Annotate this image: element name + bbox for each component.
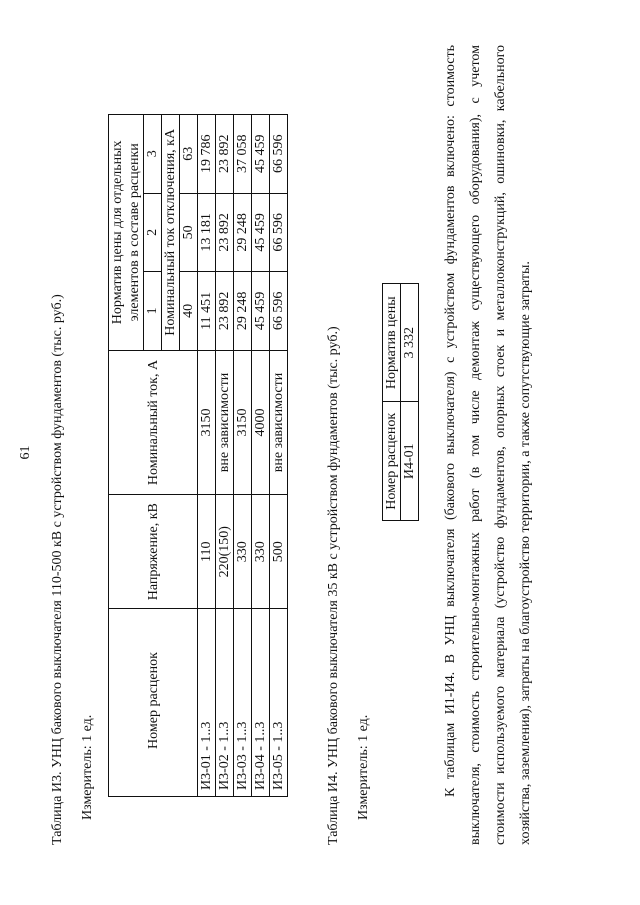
table4 <box>382 283 419 521</box>
header-norm-group: Норматив цены для отдельных элементов в составе расценки <box>109 115 144 351</box>
row-current: 4000 <box>252 350 270 495</box>
table4-caption: Таблица И4. УНЦ бакового выключателя 35 кВ с устройством фундаментов (тыс. руб.) <box>326 326 341 845</box>
row-value-40: 23 892 <box>216 272 234 351</box>
table3 <box>108 114 288 797</box>
row-voltage: 220(150) <box>216 495 234 609</box>
table-row <box>401 284 419 521</box>
row-current: 3150 <box>234 350 252 495</box>
header-ka-50: 50 <box>180 193 198 272</box>
header-current: Номинальный ток, А <box>109 350 198 495</box>
row-voltage: 330 <box>234 495 252 609</box>
row-code: И3-03 - 1..3 <box>234 609 252 797</box>
row-voltage: 330 <box>252 495 270 609</box>
header-voltage: Напряжение, кВ <box>109 495 198 609</box>
row-current: вне зависимости <box>270 350 288 495</box>
row-value-50: 45 459 <box>252 193 270 272</box>
row-code: И3-02 - 1..3 <box>216 609 234 797</box>
table3-caption: Таблица И3. УНЦ бакового выключателя 110-500 кВ с устройством фундаментов (тыс. руб.) <box>50 294 65 845</box>
table-row <box>252 115 270 797</box>
row-code: И3-05 - 1..3 <box>270 609 288 797</box>
row-current: 3150 <box>198 350 216 495</box>
header-code: Номер расценок <box>383 402 401 521</box>
row-value-50: 13 181 <box>198 193 216 272</box>
table-row <box>234 115 252 797</box>
header-norm: Норматив цены <box>383 284 401 403</box>
note-line: стоимости используемого материала (устройство фундаментов, опорных стоек и металлоконструкций, ошиновки, кабельного <box>493 45 508 845</box>
row-value-63: 45 459 <box>252 115 270 194</box>
table-row <box>270 115 288 797</box>
row-code: И3-04 - 1..3 <box>252 609 270 797</box>
row-voltage: 110 <box>198 495 216 609</box>
table3-unit: Измеритель: 1 ед. <box>80 714 95 820</box>
header-breaking-current: Номинальный ток отключения, кА <box>162 115 180 351</box>
row-value-63: 23 892 <box>216 115 234 194</box>
table-row <box>216 115 234 797</box>
table-row <box>198 115 216 797</box>
row-value-40: 45 459 <box>252 272 270 351</box>
header-ka-40: 40 <box>180 272 198 351</box>
note-line: хозяйства, заземления), затраты на благоустройство территории, а также сопутствующие затраты. <box>518 261 533 845</box>
row-value-63: 66 596 <box>270 115 288 194</box>
table4-unit: Измеритель: 1 ед. <box>356 714 371 820</box>
header-code: Номер расценок <box>109 609 198 797</box>
row-norm: 3 332 <box>401 284 419 403</box>
row-value-63: 19 786 <box>198 115 216 194</box>
row-value-40: 66 596 <box>270 272 288 351</box>
header-ka-63: 63 <box>180 115 198 194</box>
row-value-63: 37 058 <box>234 115 252 194</box>
header-col-1: 1 <box>144 272 162 351</box>
header-col-3: 3 <box>144 115 162 194</box>
row-value-50: 29 248 <box>234 193 252 272</box>
row-value-50: 23 892 <box>216 193 234 272</box>
header-col-2: 2 <box>144 193 162 272</box>
row-voltage: 500 <box>270 495 288 609</box>
row-current: вне зависимости <box>216 350 234 495</box>
note-paragraph <box>438 45 538 845</box>
row-value-40: 29 248 <box>234 272 252 351</box>
note-line: выключателя, стоимость строительно-монтажных работ (в том числе демонтаж существующего оборудования), с учетом <box>468 45 483 845</box>
row-code: И3-01 - 1..3 <box>198 609 216 797</box>
row-value-50: 66 596 <box>270 193 288 272</box>
row-value-40: 11 451 <box>198 272 216 351</box>
row-code: И4-01 <box>401 402 419 521</box>
note-line: К таблицам И1-И4. В УНЦ выключателя (бакового выключателя) с устройством фундаментов включено: стоимость <box>443 45 458 797</box>
page-number: 61 <box>18 445 33 460</box>
